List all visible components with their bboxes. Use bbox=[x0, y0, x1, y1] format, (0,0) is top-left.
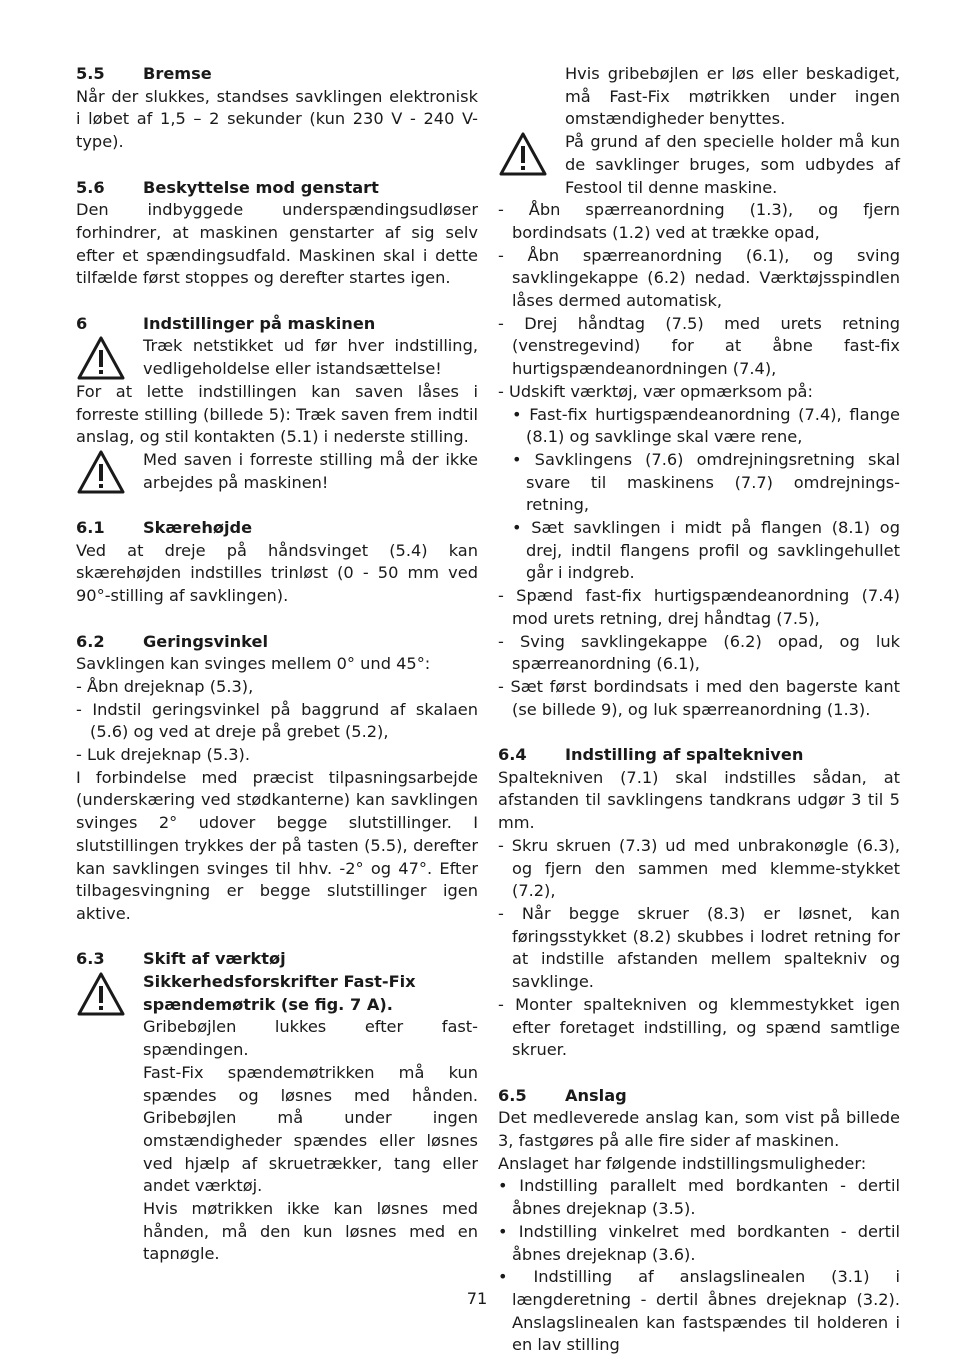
section-5-5 bbox=[76, 63, 478, 154]
section-number: 5.5 bbox=[76, 64, 105, 83]
section-6-2 bbox=[76, 631, 478, 926]
section-title: Geringsvinkel bbox=[143, 631, 269, 651]
warning-triangle-icon bbox=[76, 335, 126, 381]
paragraph: Det medleverede anslag kan, som vist på billede 3, fastgøres på alle fire sider af maskinen. bbox=[498, 1108, 900, 1151]
warning-text: Træk netstikket ud før hver indstilling, vedligeholdelse eller istandsættelse! bbox=[143, 336, 478, 379]
list-item: - Drej håndtag (7.5) med urets retning (venstregevind) for at åbne fast-fix hurtigspændeanordningen (7.4), bbox=[498, 313, 900, 379]
paragraph: Spaltekniven (7.1) skal indstilles sådan, at afstanden til savklingens tandkrans udgør 3 til 5 mm. bbox=[498, 767, 900, 833]
section-title: Beskyttelse mod genstart bbox=[143, 177, 379, 197]
section-number: 6.5 bbox=[498, 1085, 527, 1105]
paragraph: I forbindelse med præcist tilpasningsarbejde (underskæring ved stødkanterne) kan savklingen svinges 2° udover begge slutstillinger. I slutstillingen trykkes der på tasten (5.5), derefter kan savklingen svinges til hhv. -2° og 47°. Efter tilbagesvingning er begge slutstillinger igen aktive. bbox=[76, 767, 478, 923]
list-item: - Indstil geringsvinkel på baggrund af skalaen (5.6) og ved at dreje på grebet (5.2), bbox=[76, 699, 478, 742]
paragraph: Gribebøjlen lukkes efter fast-spændingen. bbox=[143, 1017, 478, 1060]
warning-block bbox=[76, 971, 478, 1266]
section-title: Anslag bbox=[565, 1085, 627, 1105]
paragraph: Når der slukkes, standses savklingen elektronisk i løbet af 1,5 – 2 sekunder (kun 230 V - 240 V-type). bbox=[76, 86, 478, 152]
bullet-item: • Indstilling af anslagslinealen (3.1) i længderetning - dertil åbnes drejeknap (3.2). Anslagslinealen kan fastspændes til holderen i en lav stilling bbox=[498, 1267, 900, 1355]
section-number: 6.3 bbox=[76, 949, 105, 969]
warning-triangle-icon bbox=[498, 131, 548, 177]
list-item: - Når begge skruer (8.3) er løsnet, kan føringsstykket (8.2) skubbes i lodret retning for at indstille afstanden mellem spaltekniv og savklinge. bbox=[498, 904, 900, 992]
section-title: Indstillinger på maskinen bbox=[143, 313, 376, 333]
list-item: - Åbn drejeknap (5.3), bbox=[76, 676, 254, 696]
section-title: Bremse bbox=[143, 64, 212, 83]
list-item: - Åbn spærreanordning (1.3), og fjern bordindsats (1.2) ved at trække opad, bbox=[498, 200, 900, 242]
warning-heading: Sikkerhedsforskrifter Fast-Fix spændemøtrik (se fig. 7 A). bbox=[143, 972, 416, 1014]
paragraph: Ved at dreje på håndsvinget (5.4) kan skærehøjden indstilles trinløst (0 - 50 mm ved 90°-stilling af savklingen). bbox=[76, 540, 478, 606]
paragraph: Den indbyggede underspændingsudløser forhindrer, at maskinen genstarter af sig selv efter et spændingsudfald. Maskinen skal i dette tilfælde først stoppes og derefter startes igen. bbox=[76, 200, 478, 288]
left-column bbox=[76, 63, 478, 1266]
section-5-6 bbox=[76, 177, 478, 291]
section-number: 6.4 bbox=[498, 745, 527, 765]
bullet-item: • Savklingens (7.6) omdrejningsretning skal svare til maskinens (7.7) omdrejnings-retning, bbox=[512, 449, 900, 515]
warning-triangle-icon bbox=[76, 971, 126, 1017]
list-item: - Spænd fast-fix hurtigspændeanordning (7.4) mod urets retning, drej håndtag (7.5), bbox=[498, 586, 900, 628]
section-6-3 bbox=[76, 948, 478, 1266]
section-title: Indstilling af spaltekniven bbox=[565, 745, 804, 765]
bullet-item: • Fast-fix hurtigspændeanordning (7.4), flange (8.1) og savklinge skal være rene, bbox=[512, 404, 900, 447]
section-number: 6.1 bbox=[76, 518, 105, 538]
section-6-5 bbox=[498, 1085, 900, 1357]
warning-triangle-icon bbox=[76, 449, 126, 495]
warning-block bbox=[76, 335, 478, 380]
paragraph: Anslaget har følgende indstillingsmuligheder: bbox=[498, 1153, 867, 1173]
warning-block bbox=[498, 131, 900, 199]
list-item: - Luk drejeknap (5.3). bbox=[76, 745, 250, 765]
list-item: - Sæt først bordindsats i med den bagerste kant (se billede 9), og luk spærreanordning (1.3). bbox=[498, 676, 900, 719]
list-item: - Åbn spærreanordning (6.1), og sving savklingekappe (6.2) nedad. Værktøjsspindlen låses dermed automatisk, bbox=[498, 245, 900, 311]
section-title: Skærehøjde bbox=[143, 518, 253, 538]
paragraph: Hvis gribebøjlen er løs eller beskadiget, må Fast-Fix møtrikken under ingen omstændigheder benyttes. bbox=[565, 64, 900, 129]
list-item: - Skru skruen (7.3) ud med unbrakonøgle (6.3), og fjern den sammen med klemme-stykket (7.2), bbox=[498, 835, 900, 901]
bullet-item: • Sæt savklingen i midt på flangen (8.1) og drej, indtil flangens profil og savklingehullet går i indgreb. bbox=[512, 518, 900, 583]
section-title: Skift af værktøj bbox=[143, 949, 286, 969]
section-6-4 bbox=[498, 744, 900, 1062]
section-number: 5.6 bbox=[76, 177, 105, 197]
right-column bbox=[498, 63, 900, 1357]
paragraph: Savklingen kan svinges mellem 0° und 45°: bbox=[76, 654, 431, 674]
section-number: 6.2 bbox=[76, 631, 105, 651]
list-item: - Udskift værktøj, vær opmærksom på: bbox=[498, 381, 813, 401]
warning-text: Med saven i forreste stilling må der ikke arbejdes på maskinen! bbox=[143, 449, 478, 492]
warning-block bbox=[76, 449, 478, 494]
paragraph: Fast-Fix spændemøtrikken må kun spændes og løsnes med hånden. Gribebøjlen må under ingen omstændigheder spændes eller løsnes ved hjælp af skruetrækker, tang eller andet værktøj. bbox=[143, 1062, 478, 1196]
paragraph: For at lette indstillingen kan saven låses i forreste stilling (billede 5): Træk saven frem indtil anslag, og stil kontakten (5.1) i nederste stilling. bbox=[76, 381, 478, 447]
paragraph: Hvis møtrikken ikke kan løsnes med hånden, må den kun løsnes med en tapnøgle. bbox=[143, 1199, 478, 1264]
warning-text: På grund af den specielle holder må kun de savklinger bruges, som udbydes af Festool til denne maskine. bbox=[565, 132, 900, 197]
section-6-1 bbox=[76, 517, 478, 608]
section-number: 6 bbox=[76, 313, 88, 333]
bullet-item: • Indstilling vinkelret med bordkanten - dertil åbnes drejeknap (3.6). bbox=[498, 1221, 900, 1264]
list-item: - Monter spaltekniven og klemmestykket igen efter foretaget indstilling, og spænd samtlige skruer. bbox=[498, 994, 900, 1060]
page-number: 71 bbox=[466, 1289, 488, 1308]
bullet-item: • Indstilling parallelt med bordkanten - dertil åbnes drejeknap (3.5). bbox=[498, 1176, 900, 1219]
list-item: - Sving savklingekappe (6.2) opad, og luk spærreanordning (6.1), bbox=[498, 631, 900, 674]
section-6 bbox=[76, 313, 478, 495]
